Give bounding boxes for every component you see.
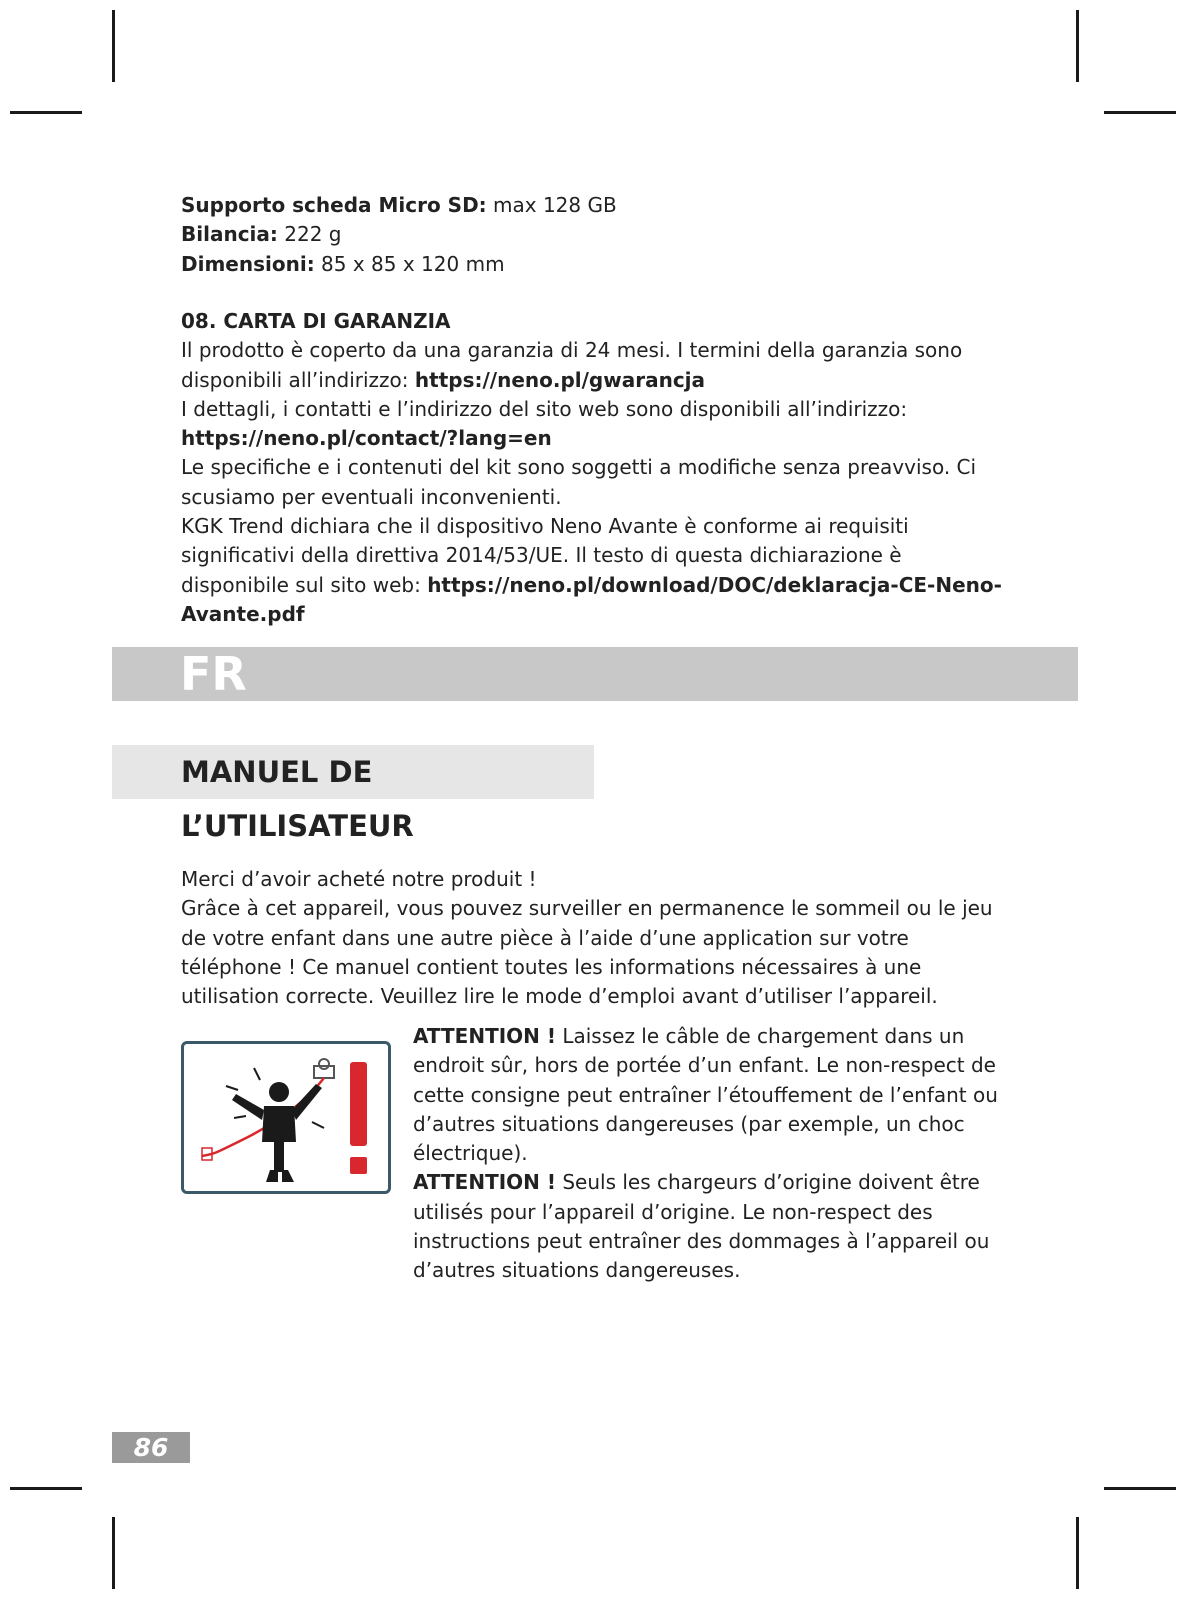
crop-mark	[1104, 1487, 1176, 1490]
contact-paragraph: I dettagli, i contatti e l’indirizzo del sito web sono disponibili all’indirizzo: https://neno.pl/contact/?lang=en	[181, 396, 908, 451]
language-bar	[112, 647, 1078, 701]
manual-title: MANUEL DE L’UTILISATEUR	[181, 755, 414, 843]
crop-mark	[112, 1517, 115, 1589]
spec-label: Dimensioni:	[181, 251, 315, 276]
crop-mark	[10, 1487, 82, 1490]
page-number: 86	[133, 1433, 169, 1462]
contact-link[interactable]: https://neno.pl/contact/?lang=en	[181, 426, 552, 451]
language-tag: FR	[180, 647, 247, 701]
warranty-link[interactable]: https://neno.pl/gwarancja	[414, 367, 706, 392]
warranty-heading: 08. CARTA DI GARANZIA	[181, 309, 451, 333]
child-cable-warning-pictogram	[181, 1041, 391, 1194]
warning-label: ATTENTION !	[413, 1024, 556, 1048]
crop-mark	[1076, 1517, 1079, 1589]
declaration-link[interactable]: https://neno.pl/download/DOC/deklaracja-CE-Neno-Avante.pdf	[181, 572, 1002, 626]
warranty-paragraph: Il prodotto è coperto da una garanzia di 24 mesi. I termini della garanzia sono disponibili all’indirizzo: https://neno.pl/gwarancja	[181, 338, 963, 392]
spec-value: 222 g	[277, 222, 342, 247]
crop-mark	[1104, 111, 1176, 114]
warning-label: ATTENTION !	[413, 1170, 556, 1195]
crop-mark	[10, 111, 82, 114]
declaration-paragraph: KGK Trend dichiara che il dispositivo Neno Avante è conforme ai requisiti significativi della direttiva 2014/53/UE. Il testo di questa dichiarazione è disponibile sul sito web: https://neno.pl/download/DOC/deklaracja-CE-Neno-Avante.pdf	[181, 514, 1002, 626]
spec-row	[181, 220, 617, 249]
manual-title-bar	[112, 745, 594, 843]
warranty-section	[181, 307, 1011, 629]
warning-paragraph: ATTENTION ! Laissez le câble de chargement dans un endroit sûr, hors de portée d’un enfant. Le non-respect de cette consigne peut entraîner l’étouffement de l’enfant ou d’autres situations dangereuses (par exemple, un choc électrique).	[413, 1024, 998, 1166]
spec-value: 85 x 85 x 120 mm	[314, 251, 505, 276]
spec-label: Bilancia:	[181, 222, 278, 247]
spec-list	[181, 191, 617, 279]
page-number-badge	[112, 1432, 190, 1463]
crop-mark	[1076, 10, 1079, 82]
warnings-block	[413, 1022, 1013, 1286]
warning-paragraph: ATTENTION ! Seuls les chargeurs d’origine doivent être utilisés pour l’appareil d’origine. Le non-respect des instructions peut entraîner des dommages à l’appareil ou d’autres situations dangereuses.	[413, 1170, 990, 1283]
spec-row	[181, 191, 617, 220]
specs-notice-paragraph: Le specifiche e i contenuti del kit sono soggetti a modifiche senza preavviso. Ci scusiamo per eventuali inconvenienti.	[181, 455, 977, 509]
spec-value: max 128 GB	[486, 193, 617, 217]
crop-mark	[112, 10, 115, 82]
spec-label: Supporto scheda Micro SD:	[181, 193, 487, 217]
spec-row	[181, 250, 617, 279]
warning-icon	[184, 1044, 388, 1191]
intro-paragraph: Merci d’avoir acheté notre produit ! Grâce à cet appareil, vous pouvez surveiller en permanence le sommeil ou le jeu de votre enfant dans une autre pièce à l’aide d’une application sur votre téléphone ! Ce manuel contient toutes les informations nécessaires à une utilisation correcte. Veuillez lire le mode d’emploi avant d’utiliser l’appareil.	[181, 867, 993, 1009]
